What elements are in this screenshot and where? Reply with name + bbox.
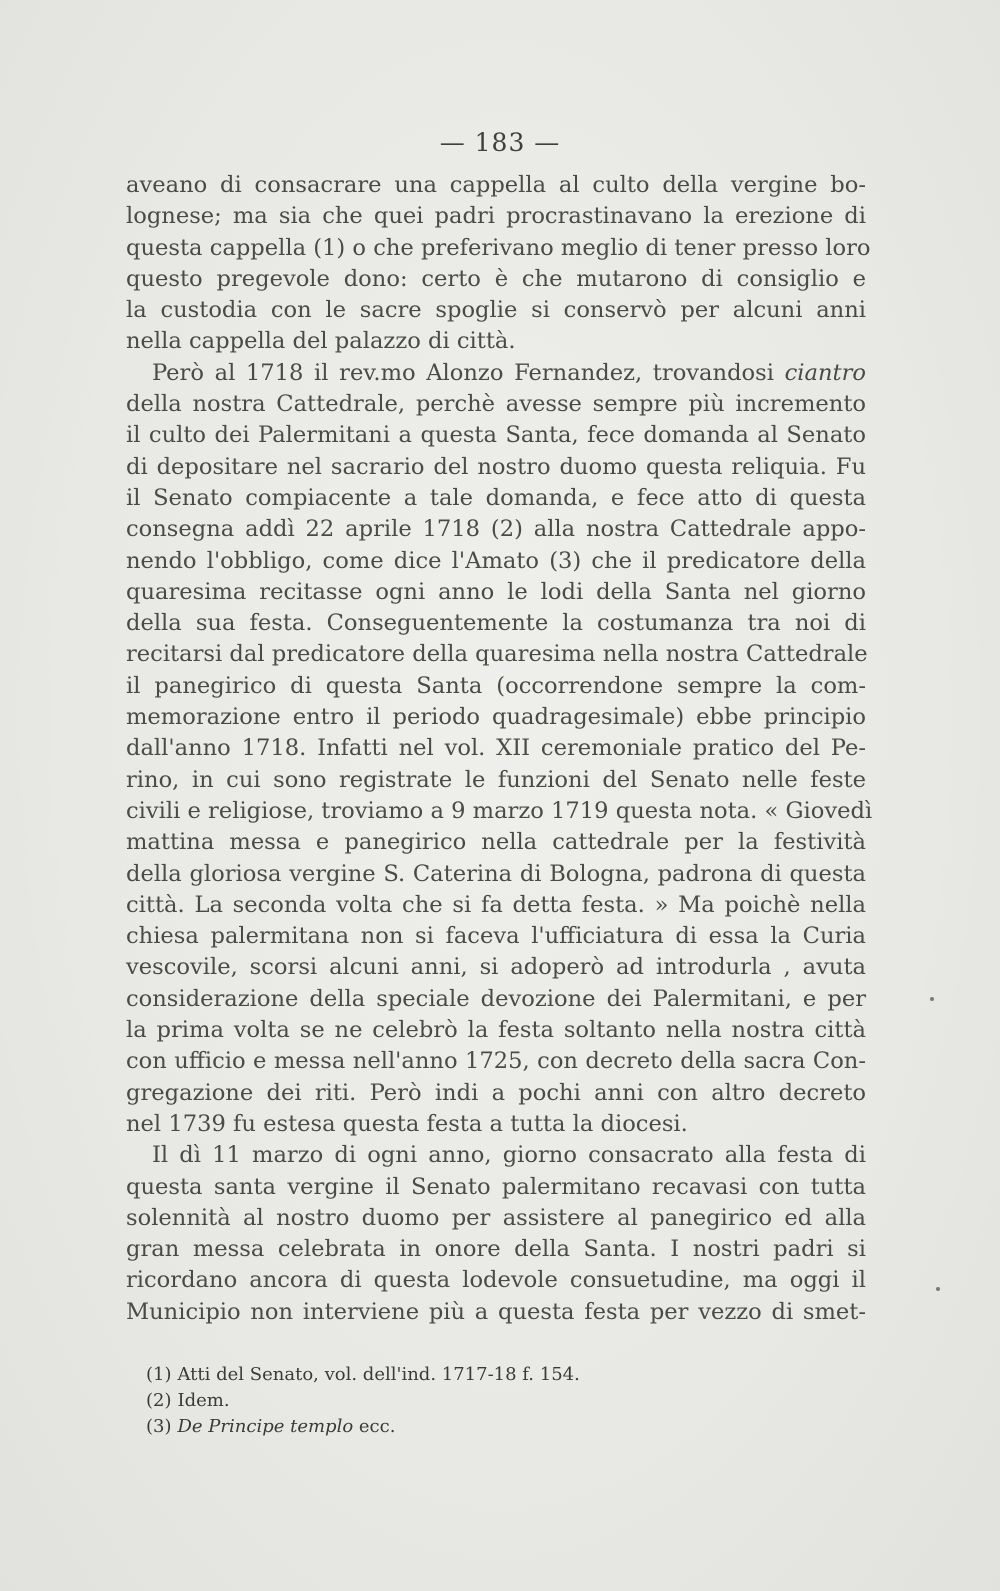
text-line: nendo l'obbligo, come dice l'Amato (3) che il predicatore della	[126, 547, 866, 574]
text-line: la prima volta se ne celebrò la festa soltanto nella nostra città	[126, 1017, 866, 1044]
text-line: gregazione dei riti. Però indi a pochi anni con altro decreto	[126, 1079, 866, 1106]
text-line: gran messa celebrata in onore della Santa. I nostri padri si	[126, 1236, 866, 1263]
footnote-text: Atti del Senato, vol. dell'ind. 1717-18 f. 154.	[177, 1364, 580, 1385]
text-line: questa santa vergine il Senato palermitano recavasi con tutta	[126, 1173, 866, 1200]
page-number: — 183 —	[439, 128, 561, 157]
footnote	[146, 1362, 746, 1388]
margin-speck	[930, 997, 934, 1001]
text-line: ricordano ancora di questa lodevole consuetudine, ma oggi il	[126, 1267, 866, 1294]
text-line: Il dì 11 marzo di ogni anno, giorno consacrato alla festa di	[152, 1142, 866, 1169]
text-line: il panegirico di questa Santa (occorrendone sempre la com-	[126, 672, 866, 699]
body-text	[126, 170, 873, 1328]
footnote-text: Idem.	[177, 1390, 230, 1411]
text-line: chiesa palermitana non si faceva l'ufficiatura di essa la Curia	[126, 923, 866, 950]
text-line: la custodia con le sacre spoglie si conservò per alcuni anni	[126, 297, 866, 324]
footnote-text-italic: De Principe templo	[177, 1416, 354, 1437]
footnote-mark: (3)	[146, 1416, 172, 1437]
text-line: nella cappella del palazzo di città.	[126, 328, 516, 355]
text-line: nel 1739 fu estesa questa festa a tutta la diocesi.	[126, 1110, 688, 1137]
text-line: della nostra Cattedrale, perchè avesse sempre più incremento	[126, 391, 866, 418]
footnote-mark: (2)	[146, 1390, 172, 1411]
text-line: città. La seconda volta che si fa detta festa. » Ma poichè nella	[126, 891, 866, 918]
text-line: aveano di consacrare una cappella al culto della vergine bo-	[126, 172, 866, 198]
text-line: di depositare nel sacrario del nostro duomo questa reliquia. Fu	[126, 453, 866, 480]
text-line: memorazione entro il periodo quadragesimale) ebbe principio	[126, 704, 866, 731]
text-line: questa cappella (1) o che preferivano meglio di tener presso loro	[126, 234, 871, 261]
text-line: quaresima recitasse ogni anno le lodi della Santa nel giorno	[126, 578, 866, 605]
footnote-text: ecc.	[353, 1416, 396, 1437]
text-line: civili e religiose, troviamo a 9 marzo 1719 questa nota. « Giovedì	[126, 797, 873, 824]
footnote	[146, 1414, 746, 1440]
text-line: il Senato compiacente a tale domanda, e fece atto di questa	[126, 484, 866, 511]
text-line: mattina messa e panegirico nella cattedrale per la festività	[126, 829, 866, 856]
text-line: consegna addì 22 aprile 1718 (2) alla nostra Cattedrale appo-	[126, 516, 866, 543]
text-line: con ufficio e messa nell'anno 1725, con decreto della sacra Con-	[126, 1048, 866, 1075]
text-line: il culto dei Palermitani a questa Santa, fece domanda al Senato	[126, 422, 866, 449]
text-line-with-italic	[126, 358, 866, 389]
text-line: recitarsi dal predicatore della quaresima nella nostra Cattedrale	[126, 641, 868, 668]
footnote	[146, 1388, 746, 1414]
text-line: considerazione della speciale devozione dei Palermitani, e per	[126, 985, 866, 1012]
text-line: della gloriosa vergine S. Caterina di Bologna, padrona di questa	[126, 860, 866, 887]
text-line: vescovile, scorsi alcuni anni, si adoperò ad introdurla , avuta	[126, 954, 866, 981]
text-line: Municipio non interviene più a questa festa per vezzo di smet-	[126, 1298, 866, 1325]
text-line: della sua festa. Conseguentemente la costumanza tra noi di	[126, 610, 866, 637]
text-line: lognese; ma sia che quei padri procrastinavano la erezione di	[126, 203, 866, 230]
margin-speck	[936, 1287, 940, 1291]
footnotes	[146, 1362, 746, 1440]
text-line: rino, in cui sono registrate le funzioni del Senato nelle feste	[126, 766, 866, 793]
italic-word: ciantro	[784, 359, 866, 386]
text-line: solennità al nostro duomo per assistere al panegirico ed alla	[126, 1204, 866, 1231]
text-segment: Però al 1718 il rev.mo Alonzo Fernandez, trovandosi	[152, 359, 785, 386]
footnote-mark: (1)	[146, 1364, 172, 1385]
text-line: dall'anno 1718. Infatti nel vol. XII ceremoniale pratico del Pe-	[126, 735, 866, 762]
text-line: questo pregevole dono: certo è che mutarono di consiglio e	[126, 265, 866, 292]
